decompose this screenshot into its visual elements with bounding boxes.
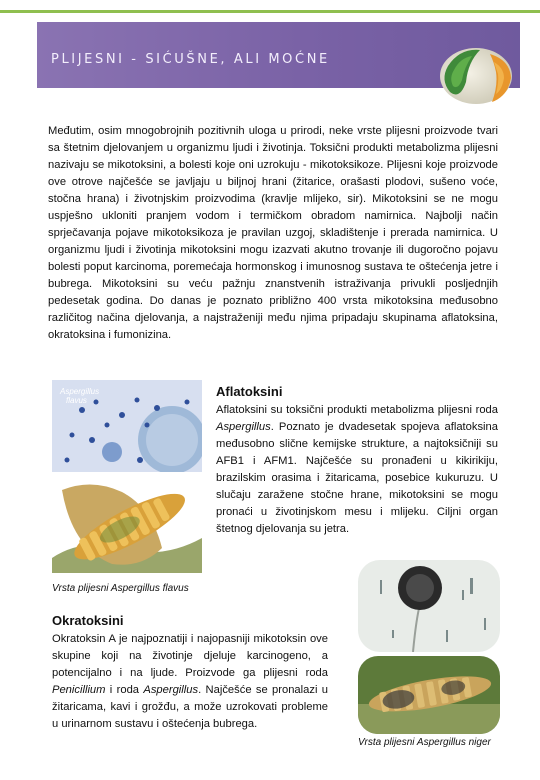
aflatoksini-genus: Aspergillus — [216, 421, 271, 433]
aflatoksini-paragraph — [216, 402, 498, 538]
okratoksini-genus-aspergillus: Aspergillus — [143, 684, 199, 696]
mold-icon — [438, 44, 514, 106]
okratoksini-paragraph — [52, 631, 328, 733]
aspergillus-niger-micrograph — [358, 560, 500, 652]
header-accent-line — [0, 10, 540, 13]
caption-aspergillus-flavus: Vrsta plijesni Aspergillus flavus — [52, 583, 189, 594]
aflatoksini-heading: Aflatoksini — [216, 384, 283, 399]
intro-paragraph — [48, 123, 498, 344]
okratoksini-text-1: Okratoksin A je najpoznatiji i najopasniji mikotoksin ove skupine koji na životinje djeluje karcinogeno, a potencijalno i na ljude. Proizvode ga plijesni roda — [52, 633, 328, 679]
okratoksini-genus-penicillium: Penicillium — [52, 684, 106, 696]
micrograph-label-species: flavus — [66, 396, 87, 405]
okratoksini-heading: Okratoksini — [52, 613, 124, 628]
aflatoksini-text-1: Aflatoksini su toksični produkti metabolizma plijesni roda — [216, 404, 498, 416]
aspergillus-flavus-micrograph — [52, 380, 202, 472]
caption-aspergillus-niger: Vrsta plijesni Aspergillus niger — [358, 737, 491, 748]
niger-corn-photo — [358, 656, 500, 734]
aflatoksini-text-2: . Poznato je dvadesetak spojeva aflatoksina međusobno slične kemijske strukture, a najtoksičniji su AFB1 i AFM1. Najčešće su pronađeni u kikirikiju, brazilskim orasima i žitaricama, posebice kukuruzu. U slučaju zaražene stočne hrane, mikotoksini se mogu pronaći u životinjskom mesu i mlijeku. Ciljni organ štetnog djelovanja su jetra. — [216, 421, 498, 535]
okratoksini-text-2: i roda — [105, 684, 144, 696]
intro-text: Međutim, osim mnogobrojnih pozitivnih uloga u prirodi, neke vrste plijesni proizvode tvari sa štetnim djelovanjem u organizmu ljudi i životinja. Toksični produkti metabolizma plijesni nazivaju se mikotoksini, a bolesti koje oni uzrokuju - mikotoksikoze. Plijesni koje proizvode ove otrove najčešće se javljaju u biljnoj hrani (žitarice, orašasti plodovi, sušeno voće, stočna hrana) i životnjskim proizvodima (kravlje mlijeko, sir). Mikotoksini se ne mogu uspješno ukloniti pranjem vodom i termičkom obradom namirnica. Najbolji način sprječavanja pojave mikotoksikoza je pravilan uzgoj, skladištenje i prerada namirnica. U organizmu ljudi i životinja mikotoksini mogu izazvati akutno trovanje ili dugoročno pojavu bolesti poput karcinoma, poremećaja hormonskog i imunosnog sustava te oštećenja jetre i bubrega. Mikotoksini su veću pažnju znanstvenih istraživanja privukli posljednjih pedesetak godina. Do danas je poznato približno 400 vrsta mikotoksina međusobno različitog načina djelovanja, a najstraženiji među njima pripadaju skupinama aflatoksina, okratoksina i fumonizina. — [48, 125, 498, 341]
okratoksini-text-3: . Najčešće se pronalazi u žitaricama, kavi i grožđu, a može uzrokovati probleme u urinarnom sustavu i oštećenja bubrega. — [52, 684, 328, 730]
micrograph-label-genus: Aspergillus — [60, 387, 100, 396]
moldy-corn-photo — [52, 478, 202, 573]
page-title: PLIJESNI - SIĆUŠNE, ALI MOĆNE — [51, 52, 330, 67]
